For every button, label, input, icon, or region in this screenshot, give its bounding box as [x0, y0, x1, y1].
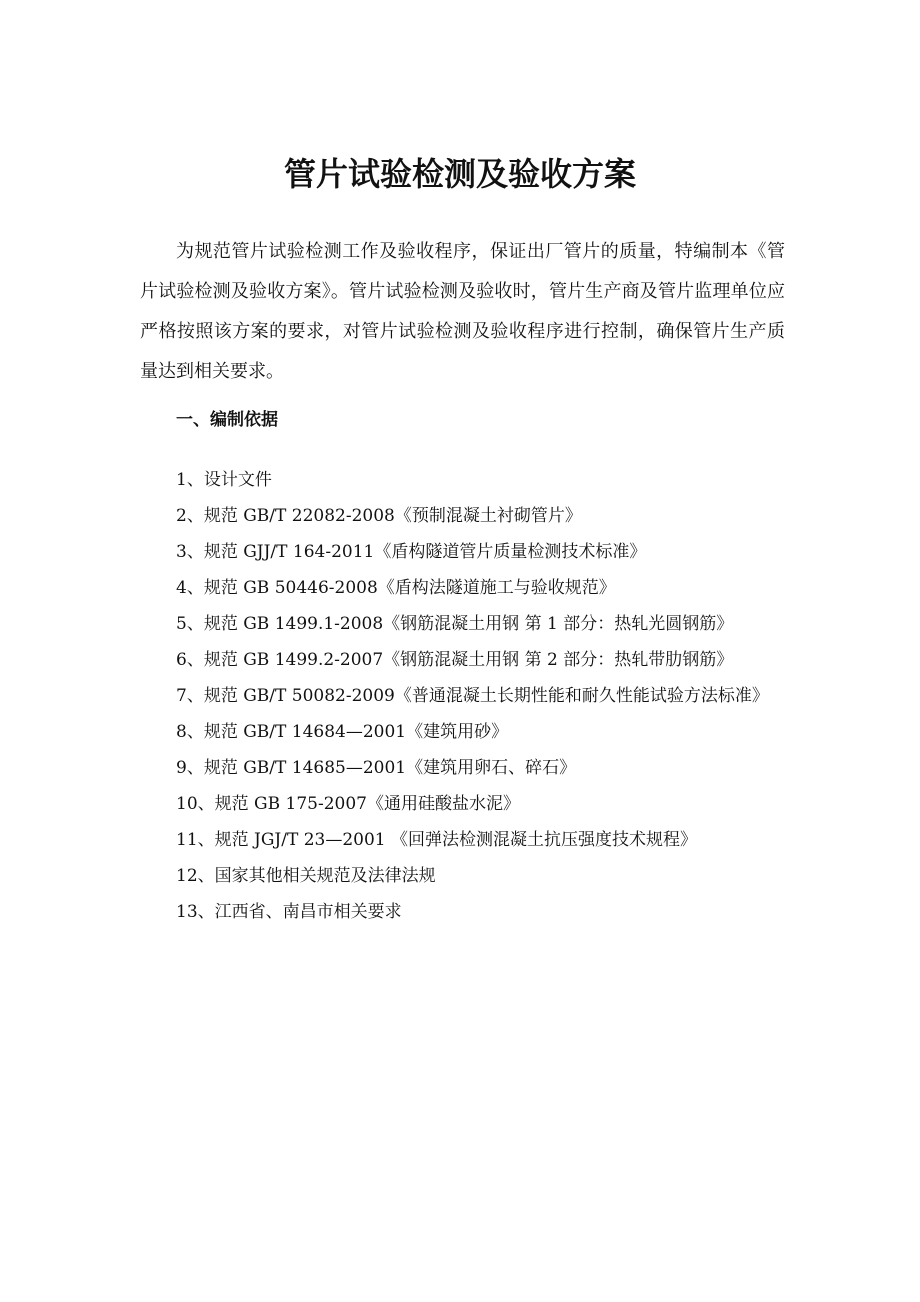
list-item: 12、国家其他相关规范及法律法规: [176, 866, 436, 886]
list-item: 9、规范 GB/T 14685—2001《建筑用卵石、碎石》: [176, 758, 577, 778]
reference-list: [176, 462, 816, 930]
list-item: 8、规范 GB/T 14684—2001《建筑用砂》: [176, 722, 509, 742]
list-item: 10、规范 GB 175-2007《通用硅酸盐水泥》: [176, 794, 520, 814]
list-item: 13、江西省、南昌市相关要求: [176, 902, 402, 922]
list-item: 7、规范 GB/T 50082-2009《普通混凝土长期性能和耐久性能试验方法标准》: [176, 686, 769, 706]
list-item: 4、规范 GB 50446-2008《盾构法隧道施工与验收规范》: [176, 578, 616, 598]
list-item: 1、设计文件: [176, 470, 272, 490]
intro-paragraph: 为规范管片试验检测工作及验收程序，保证出厂管片的质量，特编制本《管片试验检测及验收方案》。管片试验检测及验收时，管片生产商及管片监理单位应严格按照该方案的要求，对管片试验检测及验收程序进行控制，确保管片生产质量达到相关要求。: [140, 241, 785, 382]
list-item: 11、规范 JGJ/T 23—2001 《回弹法检测混凝土抗压强度技术规程》: [176, 830, 698, 850]
document-title: 管片试验检测及验收方案: [283, 155, 636, 193]
list-item: 3、规范 GJJ/T 164-2011《盾构隧道管片质量检测技术标准》: [176, 542, 647, 562]
section-heading-basis: 一、编制依据: [176, 410, 278, 430]
list-item: 5、规范 GB 1499.1-2008《钢筋混凝土用钢 第 1 部分：热轧光圆钢筋》: [176, 614, 734, 634]
list-item: 2、规范 GB/T 22082-2008《预制混凝土衬砌管片》: [176, 506, 582, 526]
list-item: 6、规范 GB 1499.2-2007《钢筋混凝土用钢 第 2 部分：热轧带肋钢筋》: [176, 650, 734, 670]
